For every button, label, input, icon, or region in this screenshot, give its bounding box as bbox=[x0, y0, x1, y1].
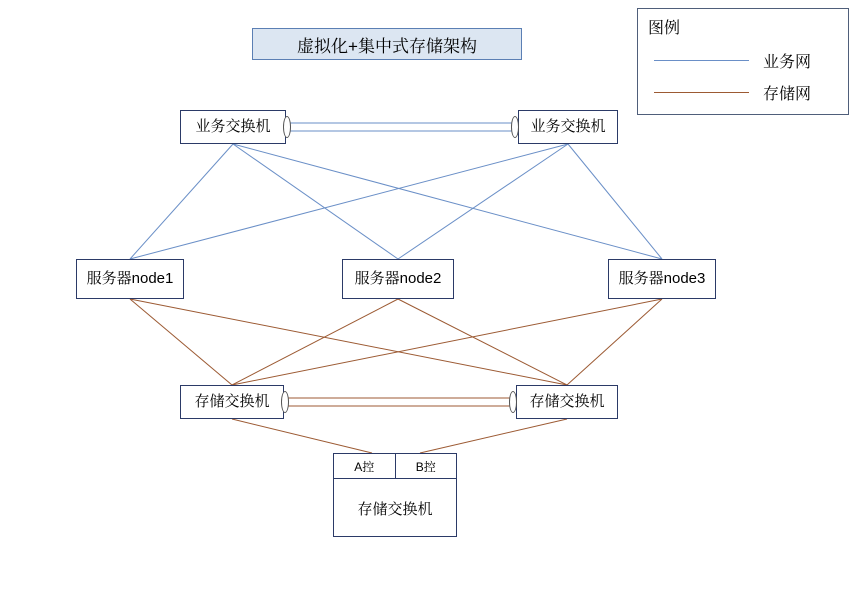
storage-link bbox=[232, 299, 662, 385]
storage-link bbox=[420, 419, 567, 453]
storage-link bbox=[130, 299, 567, 385]
node-label: 存储交换机 bbox=[194, 392, 270, 410]
business-link bbox=[398, 144, 568, 259]
legend-item-storage bbox=[638, 79, 848, 105]
diagram-title bbox=[252, 28, 522, 60]
legend-panel bbox=[637, 8, 849, 115]
node-label: 服务器node2 bbox=[354, 269, 442, 287]
legend-swatch-storage bbox=[654, 92, 749, 93]
storage-link bbox=[232, 299, 398, 385]
node-label: 服务器node3 bbox=[618, 269, 706, 287]
business-link bbox=[130, 144, 568, 259]
node-label: 服务器node1 bbox=[86, 269, 174, 287]
business-link bbox=[233, 144, 398, 259]
legend-swatch-business bbox=[654, 60, 749, 61]
node-server-node1[interactable] bbox=[76, 259, 184, 299]
controller-a-cell[interactable] bbox=[334, 454, 396, 478]
node-storage-switch-left[interactable] bbox=[180, 385, 284, 419]
legend-label-business: 业务网 bbox=[763, 53, 812, 71]
node-business-switch-left[interactable] bbox=[180, 110, 286, 144]
node-storage-array[interactable] bbox=[333, 453, 457, 537]
node-business-switch-right[interactable] bbox=[518, 110, 618, 144]
node-storage-switch-right[interactable] bbox=[516, 385, 618, 419]
storage-link bbox=[567, 299, 662, 385]
storage-array-controllers bbox=[334, 454, 456, 479]
node-label: 存储交换机 bbox=[529, 392, 605, 410]
node-label: 业务交换机 bbox=[530, 117, 606, 135]
business-link bbox=[233, 144, 662, 259]
legend-title: 图例 bbox=[648, 20, 681, 37]
controller-b-label: B控 bbox=[415, 459, 436, 474]
business-link bbox=[130, 144, 233, 259]
storage-link bbox=[130, 299, 232, 385]
stack-cap-business-right bbox=[511, 116, 519, 138]
node-server-node2[interactable] bbox=[342, 259, 454, 299]
controller-b-cell[interactable] bbox=[396, 454, 457, 478]
legend-item-business bbox=[638, 47, 848, 73]
controller-a-label: A控 bbox=[354, 459, 375, 474]
node-server-node3[interactable] bbox=[608, 259, 716, 299]
legend-label-storage: 存储网 bbox=[763, 85, 812, 103]
stack-cap-business-left bbox=[283, 116, 291, 138]
storage-array-label: 存储交换机 bbox=[357, 501, 433, 518]
stack-cap-storage-right bbox=[509, 391, 517, 413]
stack-cap-storage-left bbox=[281, 391, 289, 413]
business-link bbox=[568, 144, 662, 259]
storage-link bbox=[398, 299, 567, 385]
node-label: 业务交换机 bbox=[195, 117, 271, 135]
storage-link bbox=[232, 419, 372, 453]
diagram-title-text: 虚拟化+集中式存储架构 bbox=[297, 36, 477, 56]
